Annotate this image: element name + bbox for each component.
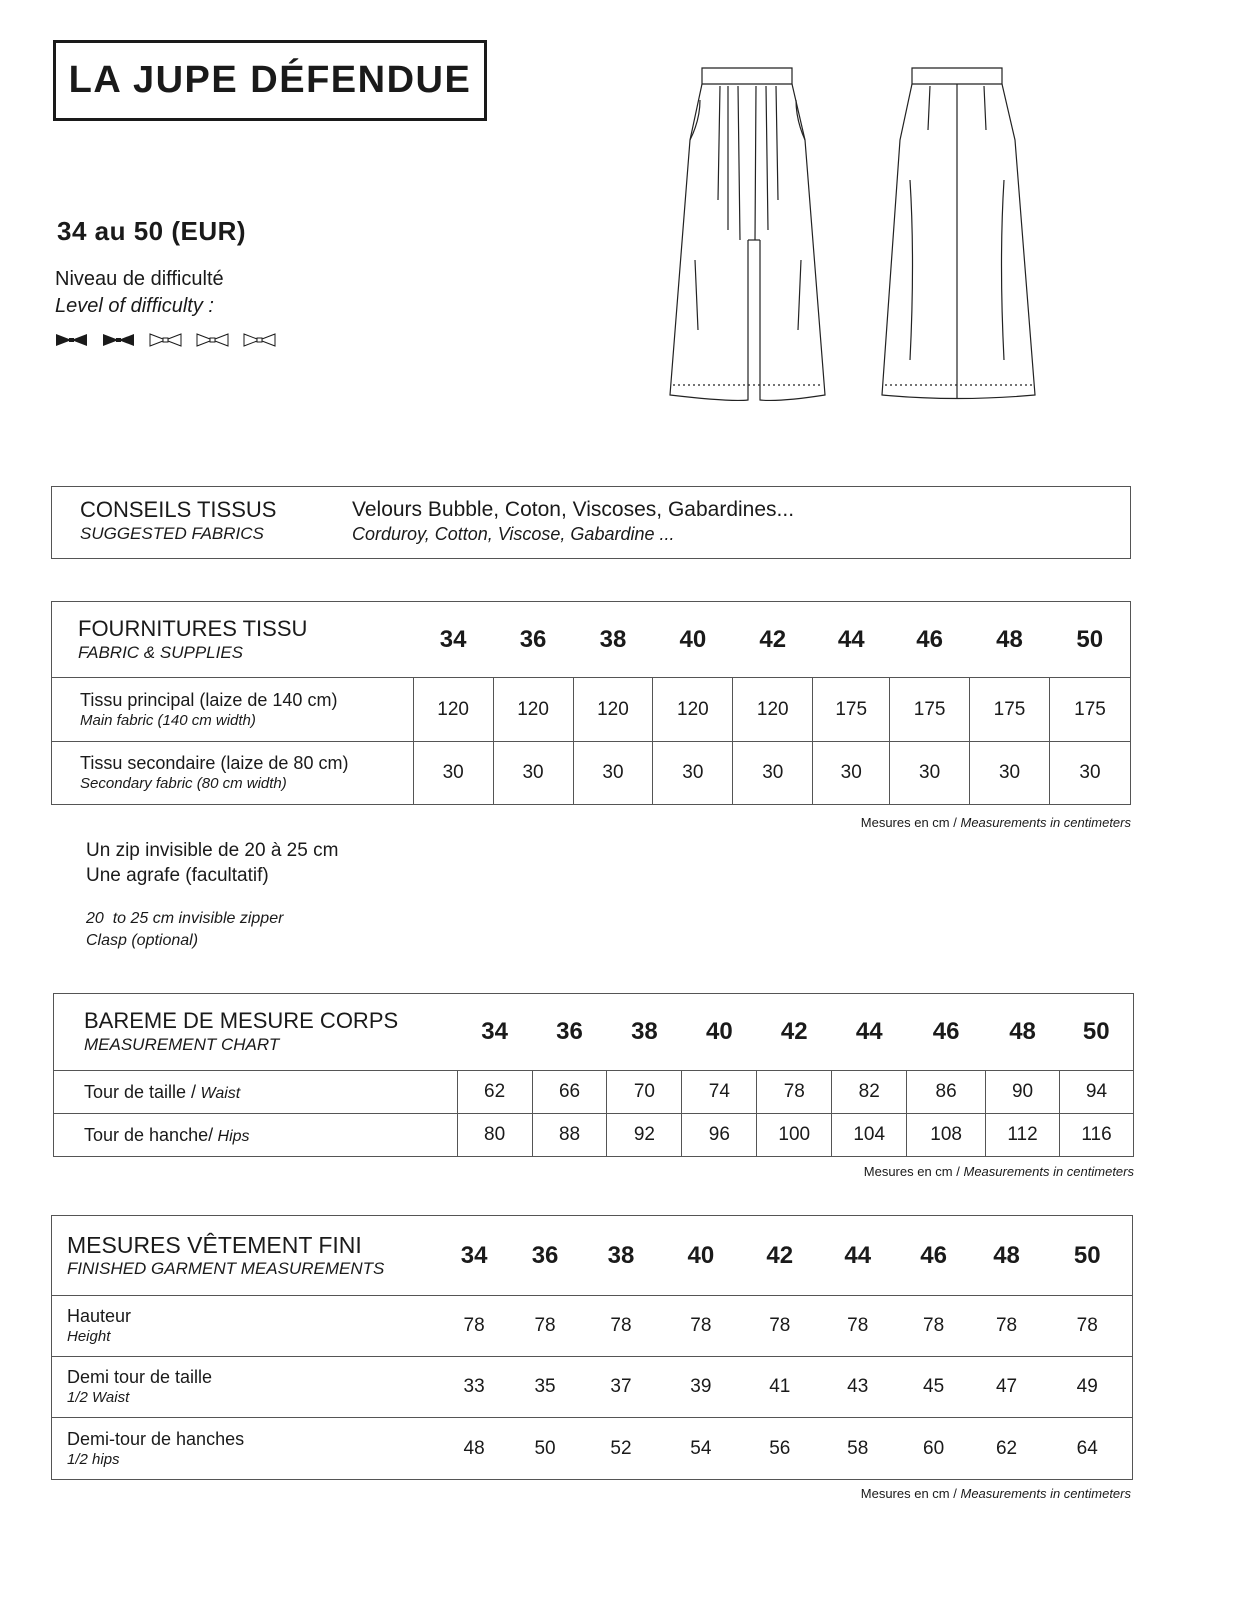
table-cell: 62	[971, 1418, 1043, 1480]
title-box	[53, 40, 487, 121]
table-cell: 90	[986, 1071, 1060, 1114]
table-cell: 74	[682, 1071, 757, 1114]
table-cell: 39	[661, 1357, 741, 1418]
table-cell: 45	[897, 1357, 971, 1418]
table-cell: 64	[1043, 1418, 1133, 1480]
bow-outline-icon	[196, 332, 229, 348]
table-cell: 104	[832, 1114, 907, 1157]
page-title: LA JUPE DÉFENDUE	[68, 59, 472, 101]
size-header: 44	[844, 1241, 872, 1269]
table-cell: 112	[986, 1114, 1060, 1157]
table-row	[54, 1071, 1134, 1114]
table-cell: 120	[493, 678, 573, 741]
difficulty-label-fr: Niveau de difficulté	[55, 268, 224, 290]
table-row	[52, 1418, 1133, 1480]
table-cell: 80	[457, 1114, 532, 1157]
supplies-header-en: FABRIC & SUPPLIES	[78, 642, 244, 662]
size-header: 50	[1073, 1241, 1101, 1269]
size-header: 42	[780, 1018, 808, 1045]
table-cell: 48	[439, 1418, 509, 1480]
table-cell: 100	[757, 1114, 832, 1157]
measurement-header-en: MEASUREMENT CHART	[84, 1035, 280, 1054]
size-range: 34 au 50 (EUR)	[57, 216, 247, 246]
table-cell: 78	[971, 1296, 1043, 1357]
table-cell: 37	[581, 1357, 661, 1418]
table-cell: 120	[653, 678, 733, 741]
table-row	[52, 678, 1131, 741]
difficulty-rating	[55, 332, 276, 348]
table-cell: 78	[741, 1296, 819, 1357]
table-cell: 30	[413, 741, 493, 804]
table-header-row	[54, 994, 1134, 1071]
table-cell: 96	[682, 1114, 757, 1157]
skirt-technical-sketch	[660, 60, 1040, 410]
table-cell: 66	[532, 1071, 607, 1114]
row-label-fr: Hauteur	[67, 1306, 132, 1326]
table-cell: 35	[509, 1357, 581, 1418]
size-header: 36	[519, 625, 547, 653]
size-header: 46	[916, 625, 943, 653]
measurement-header-fr: BAREME DE MESURE CORPS	[84, 1008, 399, 1033]
table-cell: 175	[890, 678, 970, 741]
table-row	[52, 741, 1131, 804]
table-cell: 30	[890, 741, 970, 804]
row-label-en: Secondary fabric (80 cm width)	[80, 774, 287, 792]
table-cell: 30	[493, 741, 573, 804]
skirt-front-view	[670, 68, 825, 400]
row-label-fr: Tissu principal (laize de 140 cm)	[80, 689, 338, 710]
units-note-en: Measurements in centimeters	[960, 1486, 1131, 1501]
supplies-header-fr: FOURNITURES TISSU	[78, 615, 308, 641]
fabrics-header-fr: CONSEILS TISSUS	[80, 497, 277, 522]
row-label-en: Waist	[200, 1084, 241, 1102]
row-label-fr: Tour de hanche/	[84, 1124, 214, 1145]
fabrics-list-fr: Velours Bubble, Coton, Viscoses, Gabardines...	[352, 498, 795, 521]
difficulty-label-en: Level of difficulty :	[55, 295, 214, 317]
table-cell: 92	[607, 1114, 682, 1157]
table-cell: 54	[661, 1418, 741, 1480]
notion-clasp-en: Clasp (optional)	[86, 932, 199, 949]
units-note	[864, 1164, 1134, 1179]
table-cell: 52	[581, 1418, 661, 1480]
size-header: 48	[993, 1241, 1020, 1269]
units-note-en: Measurements in centimeters	[960, 815, 1131, 830]
table-cell: 30	[573, 741, 653, 804]
bow-outline-icon	[243, 332, 276, 348]
row-label-en: Hips	[217, 1127, 250, 1145]
table-cell: 78	[757, 1071, 832, 1114]
table-cell: 41	[741, 1357, 819, 1418]
row-label-fr: Demi tour de taille	[67, 1367, 213, 1387]
table-cell: 60	[897, 1418, 971, 1480]
table-cell: 78	[509, 1296, 581, 1357]
size-header: 34	[439, 625, 467, 653]
table-cell: 30	[733, 741, 813, 804]
table-row	[54, 1114, 1134, 1157]
units-note-fr: Mesures en cm /	[860, 1486, 957, 1501]
units-note	[861, 1486, 1131, 1501]
notions	[86, 838, 338, 952]
size-header: 44	[837, 625, 865, 653]
garment-header-en: FINISHED GARMENT MEASUREMENTS	[67, 1258, 385, 1278]
suggested-fabrics-box	[51, 486, 1131, 559]
row-label-fr: Tissu secondaire (laize de 80 cm)	[80, 752, 349, 773]
size-header: 34	[481, 1018, 508, 1045]
units-note-fr: Mesures en cm /	[860, 815, 957, 830]
fabric-supplies-table	[51, 601, 1131, 805]
table-cell: 30	[813, 741, 890, 804]
size-header: 36	[531, 1241, 559, 1269]
table-cell: 78	[819, 1296, 897, 1357]
notion-zip-fr: Un zip invisible de 20 à 25 cm	[86, 840, 339, 861]
notion-zip-en: 20 to 25 cm invisible zipper	[86, 910, 284, 927]
table-cell: 30	[1049, 741, 1130, 804]
table-header-row	[52, 602, 1131, 678]
table-cell: 175	[970, 678, 1050, 741]
size-header: 46	[920, 1241, 947, 1269]
size-header: 40	[706, 1018, 733, 1045]
fabrics-list-en: Corduroy, Cotton, Viscose, Gabardine ...	[352, 524, 675, 544]
table-cell: 62	[457, 1071, 532, 1114]
size-header: 48	[1009, 1018, 1036, 1045]
table-cell: 49	[1043, 1357, 1133, 1418]
table-cell: 58	[819, 1418, 897, 1480]
table-cell: 120	[733, 678, 813, 741]
table-cell: 120	[573, 678, 653, 741]
size-header: 40	[679, 625, 707, 653]
table-cell: 94	[1060, 1071, 1134, 1114]
garment-header-fr: MESURES VÊTEMENT FINI	[67, 1231, 362, 1258]
table-cell: 78	[1043, 1296, 1133, 1357]
table-cell: 108	[907, 1114, 986, 1157]
size-header: 38	[599, 625, 627, 653]
size-header: 38	[631, 1018, 658, 1045]
bow-filled-icon	[102, 332, 135, 348]
row-label-en: Main fabric (140 cm width)	[80, 711, 256, 729]
size-header: 48	[996, 625, 1023, 653]
size-header: 42	[766, 1241, 794, 1269]
table-cell: 30	[653, 741, 733, 804]
table-cell: 33	[439, 1357, 509, 1418]
size-header: 50	[1076, 625, 1104, 653]
table-cell: 47	[971, 1357, 1043, 1418]
units-note	[861, 815, 1131, 830]
table-cell: 78	[661, 1296, 741, 1357]
row-label-en: Height	[67, 1328, 111, 1345]
measurement-chart-table	[53, 993, 1134, 1157]
table-cell: 175	[813, 678, 890, 741]
row-label-en: 1/2 hips	[67, 1450, 120, 1468]
table-cell: 88	[532, 1114, 607, 1157]
size-header: 38	[607, 1241, 635, 1269]
table-header-row	[52, 1216, 1133, 1296]
size-header: 36	[556, 1018, 583, 1045]
size-header: 40	[687, 1241, 715, 1269]
fabrics-header-en: SUGGESTED FABRICS	[80, 524, 264, 543]
row-label-fr: Demi-tour de hanches	[67, 1428, 245, 1449]
table-cell: 78	[439, 1296, 509, 1357]
table-cell: 86	[907, 1071, 986, 1114]
table-row	[52, 1357, 1133, 1418]
row-label-en: 1/2 Waist	[67, 1389, 130, 1406]
table-cell: 70	[607, 1071, 682, 1114]
table-cell: 78	[581, 1296, 661, 1357]
size-header: 50	[1082, 1018, 1110, 1045]
table-row	[52, 1296, 1133, 1357]
units-note-en: Measurements in centimeters	[963, 1164, 1134, 1179]
table-cell: 56	[741, 1418, 819, 1480]
units-note-fr: Mesures en cm /	[863, 1164, 960, 1179]
size-header: 46	[932, 1018, 960, 1045]
table-cell: 78	[897, 1296, 971, 1357]
row-label-fr: Tour de taille /	[84, 1081, 197, 1102]
notion-clasp-fr: Une agrafe (facultatif)	[86, 865, 269, 886]
size-header: 34	[460, 1241, 488, 1269]
finished-garment-table	[51, 1215, 1133, 1480]
bow-filled-icon	[55, 332, 88, 348]
table-cell: 43	[819, 1357, 897, 1418]
table-cell: 175	[1049, 678, 1130, 741]
table-cell: 120	[413, 678, 493, 741]
size-header: 42	[759, 625, 787, 653]
skirt-back-view	[882, 68, 1035, 399]
size-header: 44	[855, 1018, 883, 1045]
table-cell: 50	[509, 1418, 581, 1480]
table-cell: 82	[832, 1071, 907, 1114]
bow-outline-icon	[149, 332, 182, 348]
table-cell: 30	[970, 741, 1050, 804]
table-cell: 116	[1060, 1114, 1134, 1157]
